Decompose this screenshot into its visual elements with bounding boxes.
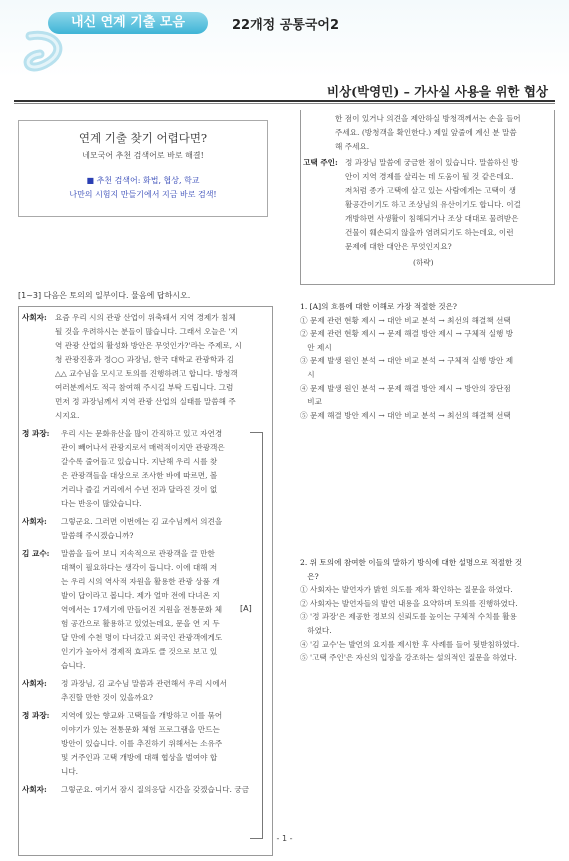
question-1 [300,300,555,422]
answer-option[interactable]: ③ 문제 발생 원인 분석 → 대안 비교 분석 → 구체적 실행 방안 제 [300,356,514,366]
speaker-label: 사회자: [22,679,47,688]
banner-title: 내신 연계 기출 모음 [48,12,208,34]
speaker-label: 사회자: [22,785,47,794]
promo-title: 연계 기출 찾기 어렵다면? [78,131,208,145]
dialogue-line: 거리나 즐길 거리에서 수년 전과 달라진 것이 없 [61,485,218,494]
speaker-label: 사회자: [22,313,47,322]
answer-option[interactable]: ③ '정 과장'은 제공한 정보의 신뢰도를 높이는 구체적 수치를 활용 [300,612,517,622]
dialogue-line: 은 관광객들을 대상으로 조사한 바에 따르면, 볼 [61,471,218,480]
dialogue-line: 및 거주인과 고택 개방에 대해 협상을 벌여야 합 [61,753,218,762]
dialogue-line: 청 관광진흥과 정○○ 과장님, 한국 대학교 관광학과 김 [55,355,235,364]
answer-option-cont: 비교 [300,397,322,407]
question-instruction: [1~3] 다음은 토의의 일부이다. 물음에 답하시오. [18,291,191,300]
header-rule [14,100,555,102]
header-rule-thin [14,103,555,104]
section-title: 비상(박영민) – 가사실 사용을 위한 협상 [327,84,548,99]
promo-keywords: ■ 추천 검색어: 화법, 협상, 학교 [86,176,200,185]
dialogue-line: 발이 답이라고 봅니다. 제가 얼마 전에 다녀온 지 [61,591,220,600]
promo-tagline: 나만의 시험지 만들기에서 지금 바로 검색! [69,190,217,199]
answer-option[interactable]: ⑤ 문제 해결 방안 제시 → 대안 비교 분석 → 최선의 해결책 선택 [300,410,511,420]
dialogue-line: 우리 시는 문화유산을 많이 간직하고 있고 자연경 [61,429,223,438]
answer-option-cont: 안 제시 [300,342,332,352]
question-2 [300,556,555,665]
answer-option[interactable]: ④ '김 교수'는 발언의 요지를 제시한 후 사례를 들어 뒷받침하였다. [300,639,520,649]
dialogue-line: 먼저 정 과장님께서 지역 관광 산업의 실태를 말씀해 주 [55,397,236,406]
dialogue-line: 정 과장님, 김 교수님 말씀과 관련해서 우리 시에서 [61,679,228,688]
speaker-label: 김 교수: [22,549,50,558]
answer-option[interactable]: ② 문제 관련 현황 제시 → 문제 해결 방안 제시 → 구체적 실행 방 [300,329,514,339]
dialogue-line: 다는 반응이 많았습니다. [61,499,142,508]
passage-cont-line: 건물이 훼손되지 않을까 염려되기도 하는데요, 이런 [345,228,514,237]
passage-continuation-box [300,110,555,285]
dialogue-line: 요즘 우리 시의 관광 산업이 위축돼서 지역 경제가 침체 [55,313,236,322]
decorative-swirl-icon [0,26,90,86]
question-stem-cont: 은? [300,571,319,581]
speaker-label: 고택 주인: [303,158,338,167]
dialogue-line: 될 것을 우려하시는 분들이 많습니다. 그래서 오늘은 '지 [55,327,238,336]
dialogue-line: 갈수록 줄어들고 있습니다. 지난해 우리 시를 찾 [61,457,218,466]
dialogue-line: 말씀해 주시겠습니까? [61,531,134,540]
answer-option[interactable]: ④ 문제 발생 원인 분석 → 문제 해결 방안 제시 → 방안의 장단점 [300,383,511,393]
answer-option-cont: 시 [300,369,315,379]
passage-cont-line: 해 주세요. [335,142,370,151]
promo-subtitle: 네모국어 추천 검색어로 바로 해결! [82,151,204,160]
dialogue-line: 말씀을 들어 보니 지속적으로 관광객을 끌 만한 [61,549,215,558]
dialogue-line: 이야기가 있는 전통문화 체험 프로그램을 만드는 [61,725,220,734]
dialogue-line: 시지요. [55,411,80,420]
answer-option[interactable]: ⑤ '고택 주인'은 자신의 입장을 강조하는 설의적인 질문을 하였다. [300,653,517,663]
dialogue-line: 인기가 높아서 경제적 효과도 클 것으로 보고 있 [61,647,218,656]
passage-cont-line: 저처럼 종가 고택에 살고 있는 사람에게는 고택이 생 [345,186,516,195]
dialogue-line: △△ 교수님을 모시고 토의를 진행하려고 합니다. 방청객 [55,369,238,378]
speaker-label: 정 과장: [22,429,50,438]
dialogue-line: 역 관광 산업의 활성화 방안은 무엇인가?'라는 주제로, 시 [55,341,242,350]
dialogue-line: 는 우리 시의 역사적 자원을 활용한 관광 상품 개 [61,577,220,586]
answer-option[interactable]: ② 사회자는 발언자들의 발언 내용을 요약하며 토의를 진행하였다. [300,598,518,608]
speaker-label: 정 과장: [22,711,50,720]
dialogue-box [18,306,273,856]
answer-option[interactable]: ① 문제 관련 현황 제시 → 대안 비교 분석 → 최선의 해결책 선택 [300,315,511,325]
dialogue-line: 그렇군요. 여기서 잠시 질의응답 시간을 갖겠습니다. 궁금 [61,785,250,794]
passage-cont-line: 정 과장님 말씀에 궁금한 점이 있습니다. 말씀하신 방 [345,158,519,167]
passage-end-mark: (하략) [413,258,434,267]
page-number: - 1 - [276,834,293,843]
answer-option[interactable]: ① 사회자는 발언자가 밝힌 의도를 재차 확인하는 질문을 하였다. [300,585,513,595]
question-stem: 1. [A]의 흐름에 대한 이해로 가장 적절한 것은? [300,302,457,311]
answer-option-cont: 하였다. [300,625,332,635]
question-stem: 2. 위 토의에 참여한 이들의 말하기 방식에 대한 설명으로 적절한 것 [300,558,523,567]
dialogue-line: 관이 빼어나서 관광지로서 매력적이지만 관광객은 [61,443,225,452]
passage-cont-line: 활공간이기도 하고 조상님의 유산이기도 합니다. 이걸 [345,200,521,209]
passage-cont-line: 안이 지역 경제를 살리는 데 도움이 될 것 같은데요. [345,172,514,181]
passage-bracket [250,432,263,839]
dialogue-line: 대책이 필요하다는 생각이 듭니다. 이에 대해 저 [61,563,218,572]
dialogue-line: 습니다. [61,661,86,670]
promo-box [18,120,268,217]
passage-cont-line: 주세요. (방청객을 확인한다.) 제일 앞줄에 계신 분 말씀 [335,128,517,137]
dialogue-line: 그렇군요. 그러면 이번에는 김 교수님께서 의견을 [61,517,223,526]
dialogue-line: 여러분께서도 적극 참여해 주시길 부탁 드립니다. 그럼 [55,383,234,392]
dialogue-line: 추진할 만한 것이 있을까요? [61,693,154,702]
dialogue-line: 달 만에 수천 명이 다녀갔고 외국인 관광객에게도 [61,633,223,642]
dialogue-line: 지역에 있는 향교와 고택들을 개방하고 이를 묶어 [61,711,223,720]
passage-cont-line: 한 점이 있거나 의견을 제안하실 방청객께서는 손을 들어 [335,114,521,123]
dialogue-line: 역에서는 17세기에 만들어진 지원을 전통문화 체 [61,605,223,614]
dialogue-line: 험 공간으로 활용하고 있었는데요, 문을 연 지 두 [61,619,220,628]
passage-cont-line: 문제에 대한 대안은 무엇인지요? [345,242,452,251]
dialogue-line: 니다. [61,767,79,776]
passage-cont-line: 개방하면 사생활이 침해되거나 조상 대대로 물려받은 [345,214,519,223]
subject-label: 22개정 공통국어2 [232,18,340,33]
dialogue-line: 방안이 있습니다. 이를 추진하기 위해서는 소유주 [61,739,223,748]
speaker-label: 사회자: [22,517,47,526]
bracket-label: [A] [240,604,252,613]
